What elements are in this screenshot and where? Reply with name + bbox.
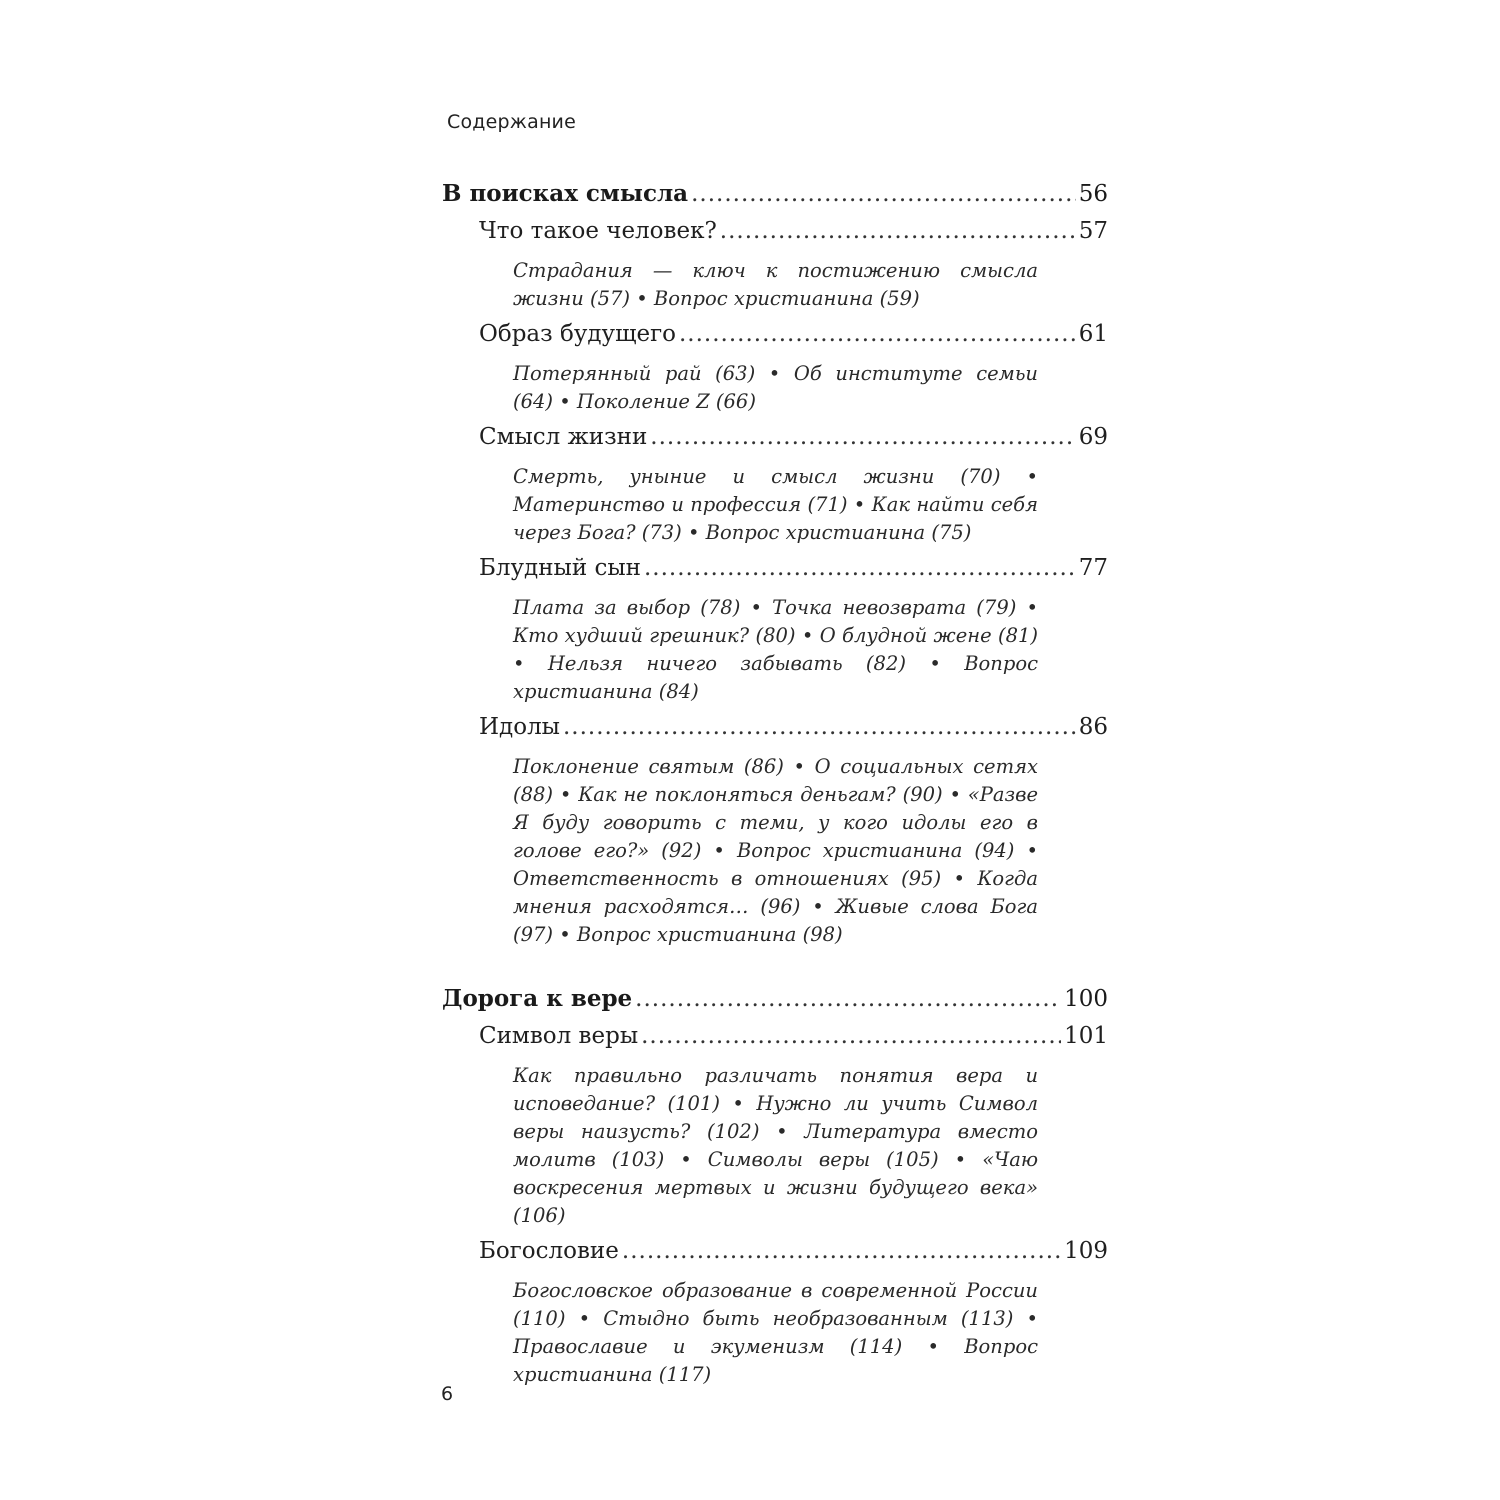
dot-leader xyxy=(563,714,1076,740)
toc-part-heading xyxy=(442,180,1108,218)
toc-chapter-entry xyxy=(479,555,1108,593)
toc-chapter-entry xyxy=(479,321,1108,359)
chapter-page-number: 109 xyxy=(1064,1238,1108,1264)
dot-leader xyxy=(679,321,1076,347)
chapter-subtopics: Как правильно различать понятия вера и исповедание? (101) • Нужно ли учить Символ веры наизусть? (102) • Литература вместо молитв (103) • Символы веры (105) • «Чаю воскресения мертвых и жизни будущего века» (106) xyxy=(513,1064,1038,1227)
chapter-subtopics: Богословское образование в современной России (110) • Стыдно быть необразованным (113) • Православие и экуменизм (114) • Вопрос христианина (117) xyxy=(513,1279,1038,1386)
chapter-subtopics: Потерянный рай (63) • Об институте семьи (64) • Поколение Z (66) xyxy=(513,362,1038,413)
page-number: 6 xyxy=(441,1383,454,1405)
part-page-number: 100 xyxy=(1064,986,1108,1012)
toc-chapter-entry xyxy=(479,424,1108,462)
dot-leader xyxy=(720,218,1076,244)
chapter-subtopics: Плата за выбор (78) • Точка невозврата (79) • Кто худший грешник? (80) • О блудной жене (81) • Нельзя ничего забывать (82) • Вопрос христианина (84) xyxy=(513,596,1038,703)
chapter-title: Смысл жизни xyxy=(479,424,648,450)
toc-chapter-entry xyxy=(479,218,1108,256)
chapter-title: Что такое человек? xyxy=(479,218,717,244)
chapter-page-number: 57 xyxy=(1078,218,1108,244)
chapter-subtopics: Поклонение святым (86) • О социальных сетях (88) • Как не поклоняться деньгам? (90) • «Разве Я буду говорить с теми, у кого идолы его в голове его?» (92) • Вопрос христианина (94) • Ответственность в отношениях (95) • Когда мнения расходятся… (96) • Живые слова Бога (97) • Вопрос христианина (98) xyxy=(513,755,1038,946)
toc-chapter-entry xyxy=(479,1238,1108,1276)
chapter-title: Богословие xyxy=(479,1238,619,1264)
chapter-subtopics: Смерть, уныние и смысл жизни (70) • Материнство и профессия (71) • Как найти себя через Бога? (73) • Вопрос христианина (75) xyxy=(513,465,1038,544)
chapter-page-number: 86 xyxy=(1078,714,1108,740)
chapter-title: Блудный сын xyxy=(479,555,641,581)
toc-part-heading xyxy=(442,985,1108,1023)
chapter-title: Образ будущего xyxy=(479,321,676,347)
chapter-page-number: 77 xyxy=(1078,555,1108,581)
chapter-subtopics: Страдания — ключ к постижению смысла жизни (57) • Вопрос христианина (59) xyxy=(513,259,1038,310)
dot-leader xyxy=(650,424,1075,450)
dot-leader xyxy=(641,1023,1061,1049)
table-of-contents xyxy=(442,180,1108,1397)
dot-leader xyxy=(635,986,1061,1012)
chapter-title: Идолы xyxy=(479,714,560,740)
dot-leader xyxy=(644,555,1076,581)
part-title: В поисках смысла xyxy=(442,180,689,207)
chapter-page-number: 101 xyxy=(1064,1023,1108,1049)
part-page-number: 56 xyxy=(1078,181,1108,207)
part-title: Дорога к вере xyxy=(442,985,633,1012)
dot-leader xyxy=(691,181,1076,207)
dot-leader xyxy=(622,1238,1061,1264)
running-header: Содержание xyxy=(447,111,576,133)
chapter-page-number: 69 xyxy=(1078,424,1108,450)
chapter-page-number: 61 xyxy=(1078,321,1108,347)
chapter-title: Символ веры xyxy=(479,1023,639,1049)
toc-chapter-entry xyxy=(479,714,1108,752)
toc-chapter-entry xyxy=(479,1023,1108,1061)
